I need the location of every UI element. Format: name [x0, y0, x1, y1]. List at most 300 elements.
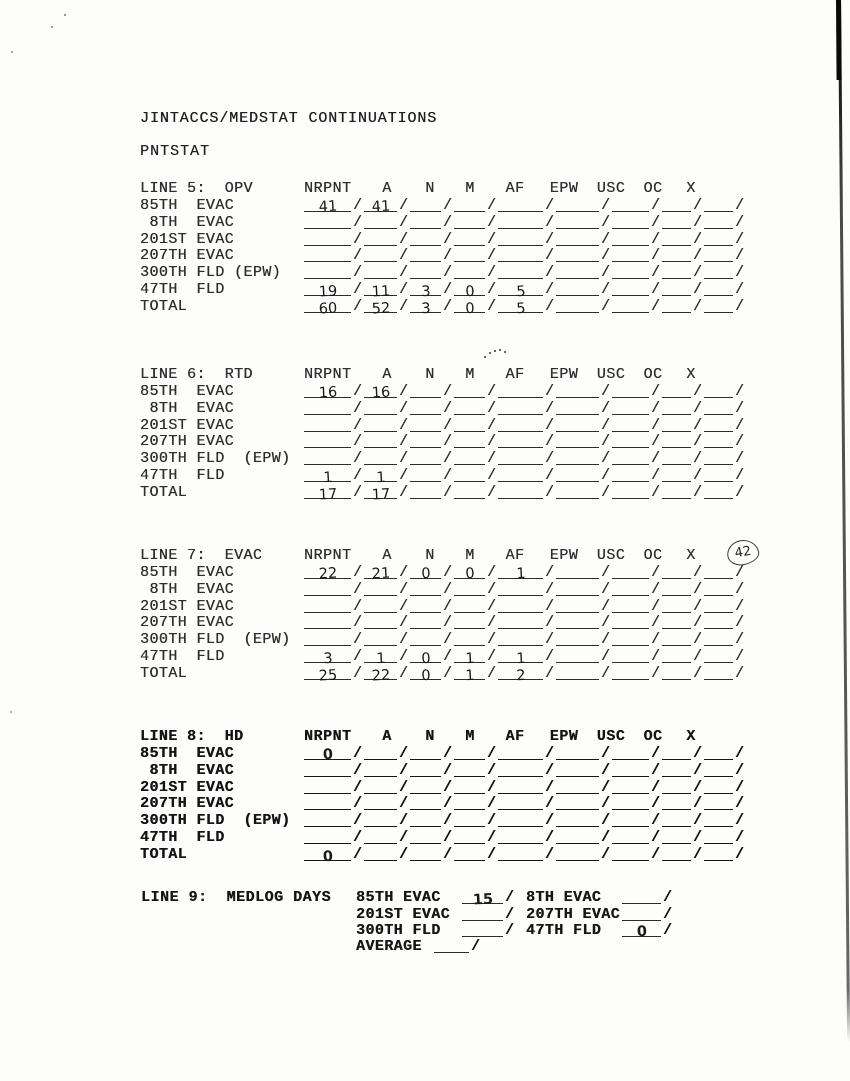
blank-underline	[498, 404, 543, 415]
slash-separator: /	[443, 298, 453, 316]
table-cell	[362, 631, 408, 648]
slash-separator: /	[443, 416, 453, 434]
table-cell	[302, 434, 362, 451]
slash-separator: /	[545, 846, 555, 864]
table-cell	[702, 197, 744, 214]
table-cell	[408, 298, 452, 315]
table-cell	[610, 417, 660, 434]
slash-separator: /	[735, 382, 745, 400]
blank-underline	[304, 218, 351, 229]
slash-separator: /	[353, 416, 363, 434]
slash-separator: /	[651, 744, 661, 762]
table-cell	[362, 598, 408, 615]
column-header: N	[425, 727, 435, 745]
handwritten-value: 22	[370, 667, 391, 685]
table-cell	[452, 846, 496, 863]
slash-separator: /	[693, 648, 703, 666]
blank-underline	[364, 268, 397, 279]
blank-underline	[410, 585, 441, 596]
table-cell	[554, 846, 610, 863]
table-cell	[660, 615, 702, 632]
slash-separator: /	[651, 247, 661, 265]
blank-underline	[704, 749, 733, 760]
table-cell	[702, 598, 744, 615]
slash-separator: /	[651, 230, 661, 248]
scan-speck	[11, 51, 13, 53]
slash-separator: /	[399, 778, 409, 796]
table-cell	[362, 796, 408, 813]
slash-separator: /	[651, 648, 661, 666]
blank-underline	[662, 302, 691, 313]
table-cell	[496, 745, 554, 762]
column-header: M	[465, 727, 475, 745]
table-cell	[408, 434, 452, 451]
column-header: N	[425, 179, 435, 197]
blank-underline	[556, 669, 599, 680]
table-cell	[610, 248, 660, 265]
table-cell	[362, 450, 408, 467]
slash-separator: /	[735, 829, 745, 847]
table-row	[140, 400, 752, 417]
slash-separator: /	[399, 795, 409, 813]
column-header: M	[465, 365, 475, 383]
table-cell	[610, 829, 660, 846]
slash-separator: /	[601, 563, 611, 581]
blank-underline	[304, 585, 351, 596]
slash-separator: /	[693, 433, 703, 451]
blank-underline	[364, 251, 397, 262]
slash-separator: /	[651, 580, 661, 598]
scan-speck	[10, 711, 12, 713]
blank-underline	[454, 618, 485, 629]
row-label: 201ST EVAC	[140, 416, 235, 434]
blank-underline	[498, 201, 543, 212]
blank-underline	[454, 667, 485, 684]
blank-underline	[704, 387, 733, 398]
table-cell	[660, 665, 702, 682]
line9-medlog-days	[141, 890, 684, 955]
table-cell	[302, 812, 362, 829]
blank-underline	[410, 850, 441, 861]
slash-separator: /	[651, 563, 661, 581]
blank-underline	[556, 568, 599, 579]
table-cell	[362, 779, 408, 796]
slash-separator: /	[545, 247, 555, 265]
blank-underline	[364, 486, 397, 504]
table-cell	[702, 400, 744, 417]
column-header: A	[382, 179, 392, 197]
table-cell	[496, 264, 554, 281]
slash-separator: /	[545, 614, 555, 632]
section-line-label: LINE 7: EVAC	[140, 546, 263, 564]
table-cell	[702, 581, 744, 598]
slash-separator: /	[735, 563, 745, 581]
blank-underline	[498, 850, 543, 861]
table-cell	[610, 281, 660, 298]
handwritten-value: 1	[375, 469, 386, 486]
row-label: 300TH FLD (EPW)	[140, 631, 291, 649]
blank-underline	[304, 454, 351, 465]
table-cell	[452, 248, 496, 265]
medlog-cell	[460, 923, 514, 939]
row-label: 85TH EVAC	[140, 382, 235, 400]
table-cell	[496, 281, 554, 298]
table-row	[140, 598, 752, 615]
table-cell	[702, 829, 744, 846]
row-label: 207TH EVAC	[140, 614, 235, 632]
row-label: 85TH EVAC	[140, 196, 235, 214]
section-header-row	[140, 547, 752, 564]
blank-underline	[556, 218, 599, 229]
table-row	[140, 564, 752, 581]
slash-separator: /	[399, 247, 409, 265]
table-cell	[302, 450, 362, 467]
blank-underline	[454, 421, 485, 432]
table-cell	[554, 281, 610, 298]
table-cell	[362, 581, 408, 598]
table-row	[140, 467, 752, 484]
row-label: TOTAL	[140, 484, 188, 502]
blank-underline	[304, 469, 351, 486]
scan-speck	[484, 356, 486, 358]
column-header: M	[465, 179, 475, 197]
medlog-entry-label: 85TH EVAC	[356, 889, 441, 907]
table-cell	[660, 434, 702, 451]
slash-separator: /	[735, 230, 745, 248]
table-cell	[660, 564, 702, 581]
table-cell	[362, 214, 408, 231]
table-row	[140, 214, 752, 231]
medlog-row	[141, 889, 684, 909]
blank-underline	[364, 218, 397, 229]
blank-underline	[662, 251, 691, 262]
table-cell	[362, 231, 408, 248]
row-label: 47TH FLD	[140, 467, 225, 485]
blank-underline	[410, 471, 441, 482]
blank-underline	[410, 766, 441, 777]
table-cell	[496, 214, 554, 231]
blank-underline	[364, 635, 397, 646]
table-cell	[610, 400, 660, 417]
slash-separator: /	[651, 631, 661, 649]
blank-underline	[410, 749, 441, 760]
blank-underline	[454, 650, 485, 667]
table-row	[140, 264, 752, 281]
medlog-entry-label: AVERAGE	[356, 938, 422, 956]
slash-separator: /	[399, 298, 409, 316]
table-cell	[302, 829, 362, 846]
table-cell	[302, 648, 362, 665]
slash-separator: /	[601, 230, 611, 248]
table-cell	[408, 581, 452, 598]
slash-separator: /	[735, 795, 745, 813]
scan-speck	[51, 26, 53, 28]
blank-underline	[410, 454, 441, 465]
slash-separator: /	[399, 829, 409, 847]
blank-underline	[364, 602, 397, 613]
slash-separator: /	[545, 264, 555, 282]
table-cell	[496, 248, 554, 265]
row-label: 300TH FLD (EPW)	[140, 264, 282, 282]
slash-separator: /	[693, 580, 703, 598]
slash-separator: /	[601, 298, 611, 316]
blank-underline	[410, 251, 441, 262]
table-row	[140, 383, 752, 400]
blank-underline	[612, 235, 649, 246]
slash-separator: /	[545, 563, 555, 581]
handwritten-value: 0	[464, 300, 475, 317]
slash-separator: /	[735, 778, 745, 796]
handwritten-value: 3	[420, 283, 431, 300]
blank-underline	[410, 799, 441, 810]
blank-underline	[364, 235, 397, 246]
blank-underline	[454, 251, 485, 262]
blank-underline	[454, 268, 485, 279]
slash-separator: /	[545, 467, 555, 485]
blank-underline	[410, 833, 441, 844]
blank-underline	[662, 404, 691, 415]
slash-separator: /	[693, 467, 703, 485]
table-cell	[660, 762, 702, 779]
blank-underline	[704, 816, 733, 827]
section-header-row	[140, 180, 752, 197]
medlog-cell	[460, 906, 514, 922]
blank-underline	[498, 268, 543, 279]
table-cell	[496, 779, 554, 796]
slash-separator: /	[353, 665, 363, 683]
slash-separator: /	[693, 829, 703, 847]
blank-underline	[498, 749, 543, 760]
blank-underline	[556, 387, 599, 398]
blank-underline	[556, 302, 599, 313]
table-cell	[554, 264, 610, 281]
table-cell	[610, 581, 660, 598]
table-cell	[452, 564, 496, 581]
scan-speck	[499, 349, 501, 351]
blank-underline	[498, 833, 543, 844]
blank-underline	[498, 618, 543, 629]
handwritten-value: 17	[317, 486, 338, 504]
table-cell	[660, 467, 702, 484]
table-cell	[702, 648, 744, 665]
medlog-row	[141, 923, 684, 939]
blank-underline	[556, 799, 599, 810]
row-label: 201ST EVAC	[140, 597, 235, 615]
table-cell	[408, 846, 452, 863]
table-cell	[362, 417, 408, 434]
handwritten-value: 19	[317, 283, 338, 301]
slash-separator: /	[443, 580, 453, 598]
blank-underline	[454, 850, 485, 861]
blank-underline	[498, 283, 543, 300]
slash-separator: /	[651, 484, 661, 502]
table-cell	[660, 745, 702, 762]
blank-underline	[304, 747, 351, 764]
blank-underline	[498, 421, 543, 432]
slash-separator: /	[399, 846, 409, 864]
blank-underline	[612, 816, 649, 827]
blank-underline	[612, 387, 649, 398]
table-cell	[610, 846, 660, 863]
slash-separator: /	[353, 795, 363, 813]
slash-separator: /	[487, 812, 497, 830]
slash-separator: /	[601, 761, 611, 779]
slash-separator: /	[545, 382, 555, 400]
handwritten-value: 0	[636, 924, 647, 941]
row-label: 201ST EVAC	[140, 230, 235, 248]
column-header: A	[382, 727, 392, 745]
blank-underline	[662, 585, 691, 596]
table-cell	[452, 450, 496, 467]
blank-underline	[612, 766, 649, 777]
table-cell	[554, 298, 610, 315]
table-cell	[452, 665, 496, 682]
column-header: USC	[596, 179, 626, 197]
slash-separator: /	[505, 921, 515, 939]
blank-underline	[304, 848, 351, 865]
slash-separator: /	[601, 846, 611, 864]
slash-separator: /	[399, 399, 409, 417]
blank-underline	[704, 783, 733, 794]
table-cell	[554, 829, 610, 846]
section-line-label: LINE 8: HD	[140, 727, 244, 745]
column-header: X	[686, 546, 696, 564]
blank-underline	[704, 602, 733, 613]
slash-separator: /	[399, 614, 409, 632]
table-cell	[660, 779, 702, 796]
blank-underline	[662, 235, 691, 246]
blank-underline	[498, 667, 543, 684]
table-cell	[660, 450, 702, 467]
slash-separator: /	[693, 416, 703, 434]
line-section	[140, 546, 752, 685]
slash-separator: /	[353, 467, 363, 485]
table-cell	[702, 796, 744, 813]
slash-separator: /	[693, 846, 703, 864]
medlog-cell	[432, 939, 480, 955]
table-cell	[610, 383, 660, 400]
blank-underline	[304, 667, 351, 685]
table-cell	[496, 812, 554, 829]
table-cell	[302, 564, 362, 581]
handwritten-value: 1	[464, 650, 475, 667]
table-cell	[362, 197, 408, 214]
blank-underline	[556, 201, 599, 212]
table-row	[140, 812, 752, 829]
table-cell	[302, 383, 362, 400]
table-cell	[496, 648, 554, 665]
slash-separator: /	[735, 213, 745, 231]
column-header: EPW	[549, 179, 579, 197]
slash-separator: /	[693, 631, 703, 649]
form-id: PNTSTAT	[140, 143, 211, 160]
slash-separator: /	[735, 450, 745, 468]
slash-separator: /	[487, 298, 497, 316]
medlog-row	[141, 939, 684, 955]
table-row	[140, 615, 752, 632]
column-header: OC	[643, 365, 663, 383]
slash-separator: /	[651, 399, 661, 417]
slash-separator: /	[545, 399, 555, 417]
slash-separator: /	[601, 795, 611, 813]
table-cell	[302, 264, 362, 281]
slash-separator: /	[735, 614, 745, 632]
blank-underline	[556, 421, 599, 432]
blank-underline	[556, 833, 599, 844]
blank-underline	[704, 585, 733, 596]
column-header: NRPNT	[304, 179, 352, 197]
slash-separator: /	[545, 196, 555, 214]
handwritten-value: 0	[420, 566, 431, 583]
table-cell	[660, 298, 702, 315]
table-cell	[702, 298, 744, 315]
blank-underline	[556, 749, 599, 760]
table-cell	[702, 745, 744, 762]
scan-speck	[489, 352, 491, 354]
blank-underline	[304, 618, 351, 629]
slash-separator: /	[399, 744, 409, 762]
slash-separator: /	[693, 812, 703, 830]
table-cell	[660, 829, 702, 846]
handwritten-value: 0	[420, 650, 431, 667]
table-cell	[408, 197, 452, 214]
table-cell	[660, 417, 702, 434]
blank-underline	[556, 404, 599, 415]
slash-separator: /	[651, 846, 661, 864]
blank-underline	[662, 783, 691, 794]
slash-separator: /	[487, 467, 497, 485]
blank-underline	[498, 585, 543, 596]
table-cell	[610, 598, 660, 615]
table-cell	[610, 665, 660, 682]
row-label: 8TH EVAC	[140, 399, 235, 417]
table-cell	[702, 248, 744, 265]
row-label: TOTAL	[140, 298, 188, 316]
handwritten-value: 1	[322, 469, 333, 486]
blank-underline	[662, 618, 691, 629]
column-header: A	[382, 365, 392, 383]
blank-underline	[662, 285, 691, 296]
blank-underline	[410, 421, 441, 432]
blank-underline	[304, 635, 351, 646]
slash-separator: /	[443, 264, 453, 282]
blank-underline	[410, 667, 441, 684]
handwritten-value: 3	[420, 300, 431, 317]
table-cell	[452, 745, 496, 762]
blank-underline	[304, 783, 351, 794]
slash-separator: /	[651, 264, 661, 282]
table-cell	[302, 581, 362, 598]
slash-separator: /	[601, 382, 611, 400]
table-cell	[496, 484, 554, 501]
handwritten-value: 41	[317, 198, 338, 216]
blank-underline	[304, 565, 351, 583]
table-cell	[452, 581, 496, 598]
blank-underline	[364, 816, 397, 827]
table-cell	[496, 450, 554, 467]
table-cell	[610, 434, 660, 451]
blank-underline	[556, 585, 599, 596]
table-cell	[408, 812, 452, 829]
blank-underline	[454, 300, 485, 317]
blank-underline	[454, 566, 485, 583]
column-header: USC	[596, 365, 626, 383]
blank-underline	[556, 268, 599, 279]
table-cell	[702, 450, 744, 467]
handwritten-value: 0	[322, 747, 333, 764]
table-cell	[302, 745, 362, 762]
slash-separator: /	[443, 484, 453, 502]
